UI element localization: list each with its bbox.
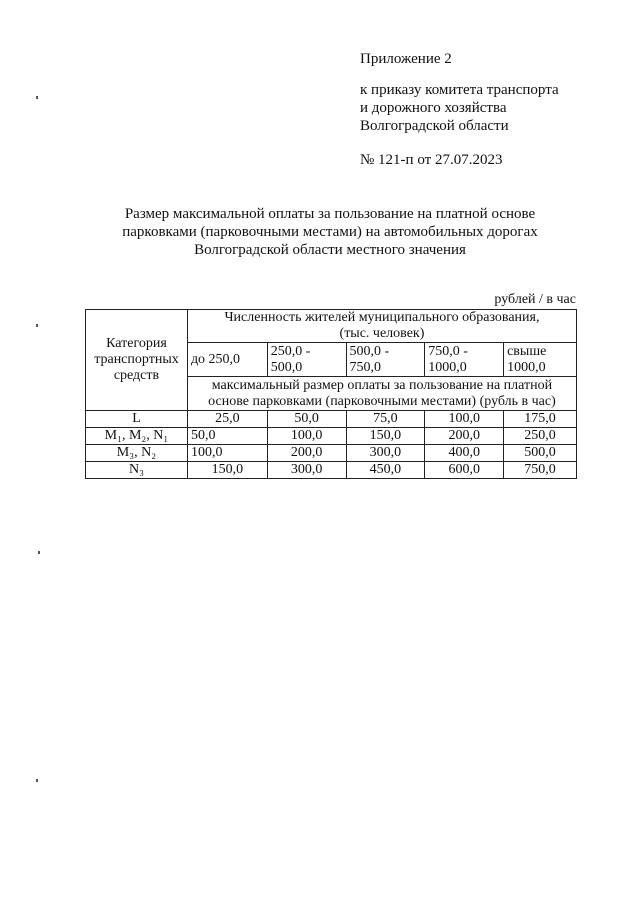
scan-speck <box>36 96 38 99</box>
order-number: № 121-п от 27.07.2023 <box>360 152 503 168</box>
population-header-line: (тыс. человек) <box>339 326 425 341</box>
category-cell: N₃ <box>86 462 188 479</box>
category-cell: L <box>86 411 188 428</box>
range-line: 1000,0 <box>428 359 467 375</box>
value-cell: 150,0 <box>187 462 267 479</box>
scan-speck <box>36 324 38 327</box>
max-payment-header-line: максимальный размер оплаты за пользование на платной <box>211 377 553 393</box>
range-line: свыше <box>507 343 547 359</box>
tariff-table <box>85 309 577 479</box>
range-line: 250,0 - <box>270 343 311 359</box>
range-line: 500,0 <box>270 359 303 375</box>
range-cell <box>346 343 425 377</box>
value-cell: 600,0 <box>425 462 504 479</box>
value-cell: 100,0 <box>425 411 504 428</box>
value-cell: 500,0 <box>504 445 577 462</box>
value-cell: 100,0 <box>187 445 267 462</box>
population-header-line: Численность жителей муниципального образования, <box>224 310 540 325</box>
value-cell: 25,0 <box>187 411 267 428</box>
title-line-3: Волгоградской области местного значения <box>194 242 466 258</box>
range-line: 500,0 - <box>349 343 390 359</box>
title-line-2: парковками (парковочными местами) на автомобильных дорогах <box>122 224 538 240</box>
appendix-line-2: и дорожного хозяйства <box>360 100 507 116</box>
value-cell: 50,0 <box>267 411 346 428</box>
value-cell: 300,0 <box>267 462 346 479</box>
category-cell: M₃, N₂ <box>86 445 188 462</box>
value-cell: 100,0 <box>267 428 346 445</box>
appendix-line-3: Волгоградской области <box>360 118 509 134</box>
table-row <box>86 445 577 462</box>
range-line: 1000,0 <box>507 359 546 375</box>
table-row <box>86 462 577 479</box>
value-cell: 150,0 <box>346 428 425 445</box>
value-cell: 750,0 <box>504 462 577 479</box>
range-line: 750,0 <box>349 359 381 375</box>
value-cell: 450,0 <box>346 462 425 479</box>
value-cell: 50,0 <box>187 428 267 445</box>
range-line: 750,0 - <box>428 343 468 359</box>
value-cell: 400,0 <box>425 445 504 462</box>
table-row <box>86 411 577 428</box>
range-line: до 250,0 <box>190 351 241 367</box>
value-cell: 75,0 <box>346 411 425 428</box>
scan-speck <box>36 779 38 782</box>
value-cell: 300,0 <box>346 445 425 462</box>
units-label: рублей / в час <box>494 292 576 307</box>
document-title <box>100 205 560 259</box>
category-cell: M₁, M₂, N₁ <box>86 428 188 445</box>
range-cell <box>425 343 504 377</box>
value-cell: 250,0 <box>504 428 577 445</box>
table-row <box>86 428 577 445</box>
header-row-population <box>86 310 577 343</box>
title-line-1: Размер максимальной оплаты за пользование на платной основе <box>124 206 536 222</box>
value-cell: 200,0 <box>425 428 504 445</box>
category-header-cell <box>86 310 188 411</box>
value-cell: 175,0 <box>504 411 577 428</box>
scan-speck <box>38 551 40 554</box>
appendix-line-1: к приказу комитета транспорта <box>360 82 559 98</box>
category-header-line: средств <box>113 368 160 383</box>
category-header-line: транспортных <box>94 352 179 367</box>
range-cell <box>187 343 267 377</box>
max-payment-header-line: основе парковками (парковочными местами) (рубль в час) <box>208 393 556 409</box>
max-payment-header-cell <box>187 377 576 411</box>
appendix-title: Приложение 2 <box>360 51 452 67</box>
population-header-cell <box>187 310 576 343</box>
range-cell <box>504 343 577 377</box>
category-header-line: Категория <box>106 336 167 351</box>
appendix-block <box>360 50 559 169</box>
value-cell: 200,0 <box>267 445 346 462</box>
range-cell <box>267 343 346 377</box>
